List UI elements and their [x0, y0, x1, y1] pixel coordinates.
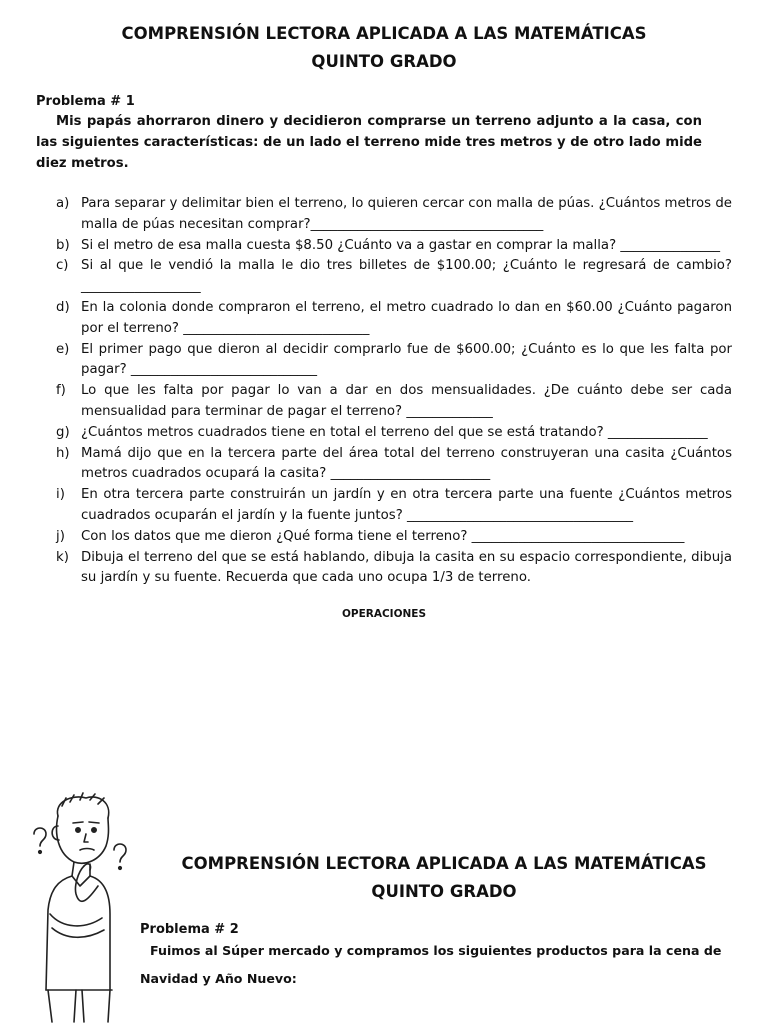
question-text: El primer pago que dieron al decidir comprarlo fue de $600.00; ¿Cuánto es lo que les falta por pagar? ____________________________ — [81, 341, 732, 378]
question-text: En la colonia donde compraron el terreno, el metro cuadrado lo dan en $60.00 ¿Cuánto pagaron por el terreno? ____________________________ — [81, 299, 732, 336]
question-marker: c) — [56, 258, 69, 274]
grade-subtitle-2: QUINTO GRADO — [371, 882, 517, 901]
page-title: COMPRENSIÓN LECTORA APLICADA A LAS MATEMÁTICAS — [121, 24, 647, 43]
problem-1-intro — [36, 111, 702, 174]
question-text: Dibuja el terreno del que se está hablando, dibuja la casita en su espacio correspondiente, dibuja su jardín y su fuente. Recuerda que cada uno ocupa 1/3 de terreno. — [81, 549, 732, 586]
problem-1-intro-text: Mis papás ahorraron dinero y decidieron comprarse un terreno adjunto a la casa, con las siguientes características: de un lado el terreno mide tres metros y de otro lado mide diez metros. — [36, 114, 702, 171]
question-b — [40, 236, 732, 257]
question-g — [40, 423, 732, 444]
problem-2-intro-text: Fuimos al Súper mercado y compramos los siguientes productos para la cena de Navidad y Año Nuevo: — [140, 943, 722, 986]
question-marker: j) — [56, 528, 65, 544]
question-marker: d) — [56, 299, 70, 315]
grade-subtitle: QUINTO GRADO — [311, 52, 457, 71]
question-j — [40, 527, 732, 548]
question-marker: k) — [56, 549, 69, 565]
question-marker: a) — [56, 196, 70, 211]
question-k — [40, 548, 732, 590]
question-marker: f) — [56, 383, 66, 399]
question-marker: g) — [56, 424, 70, 440]
question-text: Para separar y delimitar bien el terreno, lo quieren cercar con malla de púas. ¿Cuántos metros de malla de púas necesitan comprar?___________________________________ — [81, 196, 732, 232]
question-text: Si el metro de esa malla cuesta $8.50 ¿Cuánto va a gastar en comprar la malla? _______________ — [81, 237, 721, 253]
problem-1-label: Problema # 1 — [36, 94, 135, 109]
question-f — [40, 381, 732, 423]
question-marker: h) — [56, 445, 70, 461]
question-text: Lo que les falta por pagar lo van a dar en dos mensualidades. ¿De cuánto debe ser cada mensualidad para terminar de pagar el terreno? _____________ — [81, 383, 732, 419]
question-marker: i) — [56, 487, 65, 503]
question-marker: b) — [56, 237, 70, 253]
question-text: Mamá dijo que en la tercera parte del área total del terreno construyeran una casita ¿Cuántos metros cuadrados ocupará la casita? ________________________ — [81, 445, 732, 482]
question-h — [40, 444, 732, 486]
question-text: ¿Cuántos metros cuadrados tiene en total el terreno del que se está tratando? _______________ — [81, 424, 708, 440]
question-marker: e) — [56, 341, 70, 357]
question-a — [40, 194, 732, 236]
question-i — [40, 485, 732, 527]
operations-label: OPERACIONES — [341, 608, 427, 620]
problem-2-intro — [140, 937, 730, 993]
question-c — [40, 256, 732, 298]
thinking-boy-icon — [28, 790, 140, 1024]
problem-2-label: Problema # 2 — [140, 922, 239, 937]
question-text: En otra tercera parte construirán un jardín y en otra tercera parte una fuente ¿Cuántos metros cuadrados ocuparán el jardín y la fuente juntos? __________________________________ — [81, 487, 732, 523]
page-title-2: COMPRENSIÓN LECTORA APLICADA A LAS MATEMÁTICAS — [181, 854, 707, 873]
question-text: Con los datos que me dieron ¿Qué forma tiene el terreno? ________________________________ — [81, 528, 685, 544]
question-e — [40, 340, 732, 382]
question-d — [40, 298, 732, 340]
question-text: Si al que le vendió la malla le dio tres billetes de $100.00; ¿Cuánto le regresará de cambio? __________________ — [81, 258, 732, 295]
question-list — [40, 194, 732, 589]
